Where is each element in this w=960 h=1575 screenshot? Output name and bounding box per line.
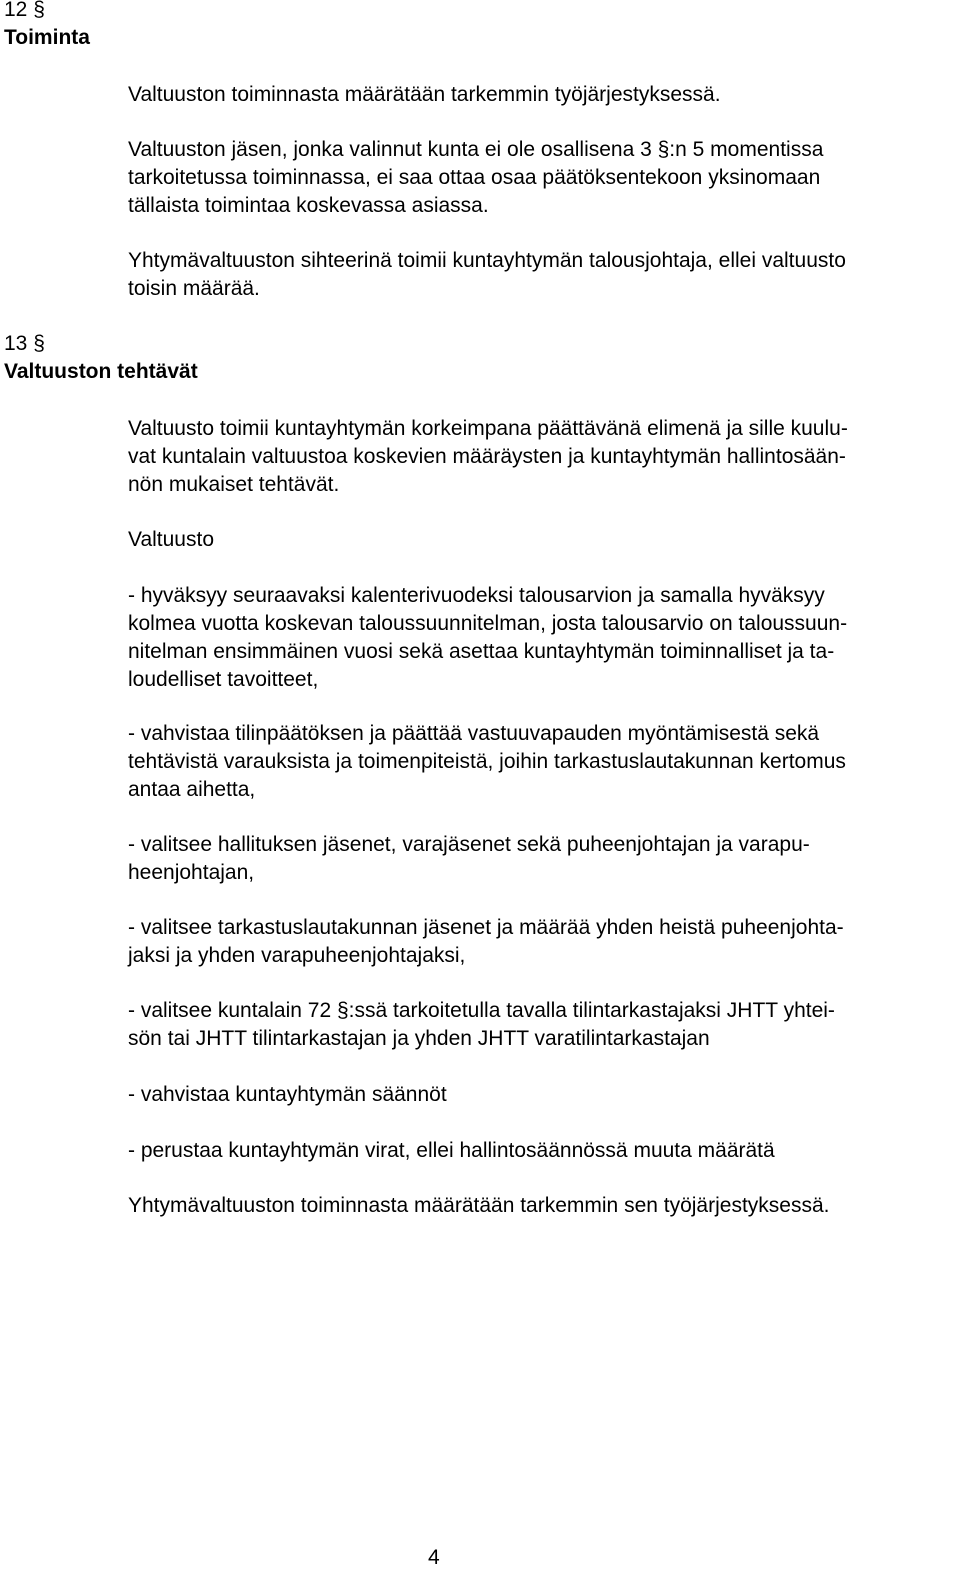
text-line: - valitsee kuntalain 72 §:ssä tarkoitetulla tavalla tilintarkastajaksi JHTT yhtei- bbox=[128, 999, 835, 1022]
paragraph bbox=[128, 831, 958, 887]
text-line: Valtuusto toimii kuntayhtymän korkeimpana päättävänä elimenä ja sille kuulu- bbox=[128, 417, 848, 440]
text-line: tehtävistä varauksista ja toimenpiteistä, joihin tarkastuslautakunnan kertomus bbox=[128, 750, 846, 773]
text-line: tällaista toimintaa koskevassa asiassa. bbox=[128, 194, 489, 217]
text-line: - vahvistaa tilinpäätöksen ja päättää vastuuvapauden myöntämisestä sekä bbox=[128, 722, 820, 745]
text-line: nön mukaiset tehtävät. bbox=[128, 473, 340, 496]
section-number: 13 § bbox=[4, 332, 45, 355]
paragraph bbox=[128, 136, 958, 220]
paragraph bbox=[128, 1137, 958, 1165]
section-title: Toiminta bbox=[4, 26, 90, 49]
text-line: toisin määrää. bbox=[128, 277, 260, 300]
paragraph bbox=[128, 720, 958, 804]
text-line: loudelliset tavoitteet, bbox=[128, 668, 319, 691]
paragraph bbox=[128, 914, 958, 970]
text-line: Valtuuston jäsen, jonka valinnut kunta ei ole osallisena 3 §:n 5 momentissa bbox=[128, 138, 824, 161]
paragraph bbox=[128, 1081, 958, 1109]
text-line: vat kuntalain valtuustoa koskevien määräysten ja kuntayhtymän hallintosään- bbox=[128, 445, 846, 468]
text-line: - perustaa kuntayhtymän virat, ellei hallintosäännössä muuta määrätä bbox=[128, 1139, 775, 1162]
paragraph bbox=[128, 81, 958, 109]
text-line: tarkoitetussa toiminnassa, ei saa ottaa osaa päätöksentekoon yksinomaan bbox=[128, 166, 821, 189]
paragraph bbox=[128, 1192, 958, 1220]
text-line: - valitsee hallituksen jäsenet, varajäsenet sekä puheenjohtajan ja varapu- bbox=[128, 833, 810, 856]
text-line: - valitsee tarkastuslautakunnan jäsenet ja määrää yhden heistä puheenjohta- bbox=[128, 916, 844, 939]
section-heading-13 bbox=[4, 330, 198, 386]
text-line: heenjohtajan, bbox=[128, 861, 255, 884]
text-line: sön tai JHTT tilintarkastajan ja yhden JHTT varatilintarkastajan bbox=[128, 1027, 710, 1050]
text-line: - vahvistaa kuntayhtymän säännöt bbox=[128, 1083, 447, 1106]
text-line: - hyväksyy seuraavaksi kalenterivuodeksi talousarvion ja samalla hyväksyy bbox=[128, 584, 825, 607]
paragraph bbox=[128, 526, 958, 554]
text-line: Yhtymävaltuuston toiminnasta määrätään tarkemmin sen työjärjestyksessä. bbox=[128, 1194, 830, 1217]
text-line: Yhtymävaltuuston sihteerinä toimii kuntayhtymän talousjohtaja, ellei valtuusto bbox=[128, 249, 846, 272]
section-heading-12 bbox=[4, 0, 90, 52]
paragraph bbox=[128, 582, 958, 694]
page-number: 4 bbox=[428, 1546, 440, 1569]
text-line: jaksi ja yhden varapuheenjohtajaksi, bbox=[128, 944, 466, 967]
text-line: Valtuuston toiminnasta määrätään tarkemmin työjärjestyksessä. bbox=[128, 83, 721, 106]
text-line: nitelman ensimmäinen vuosi sekä asettaa kuntayhtymän toiminnalliset ja ta- bbox=[128, 640, 835, 663]
text-line: Valtuusto bbox=[128, 528, 214, 551]
paragraph bbox=[128, 997, 958, 1053]
paragraph bbox=[128, 247, 958, 303]
paragraph bbox=[128, 415, 958, 499]
section-title: Valtuuston tehtävät bbox=[4, 360, 198, 383]
section-number: 12 § bbox=[4, 0, 45, 21]
text-line: antaa aihetta, bbox=[128, 778, 256, 801]
text-line: kolmea vuotta koskevan taloussuunnitelman, josta talousarvio on taloussuun- bbox=[128, 612, 848, 635]
